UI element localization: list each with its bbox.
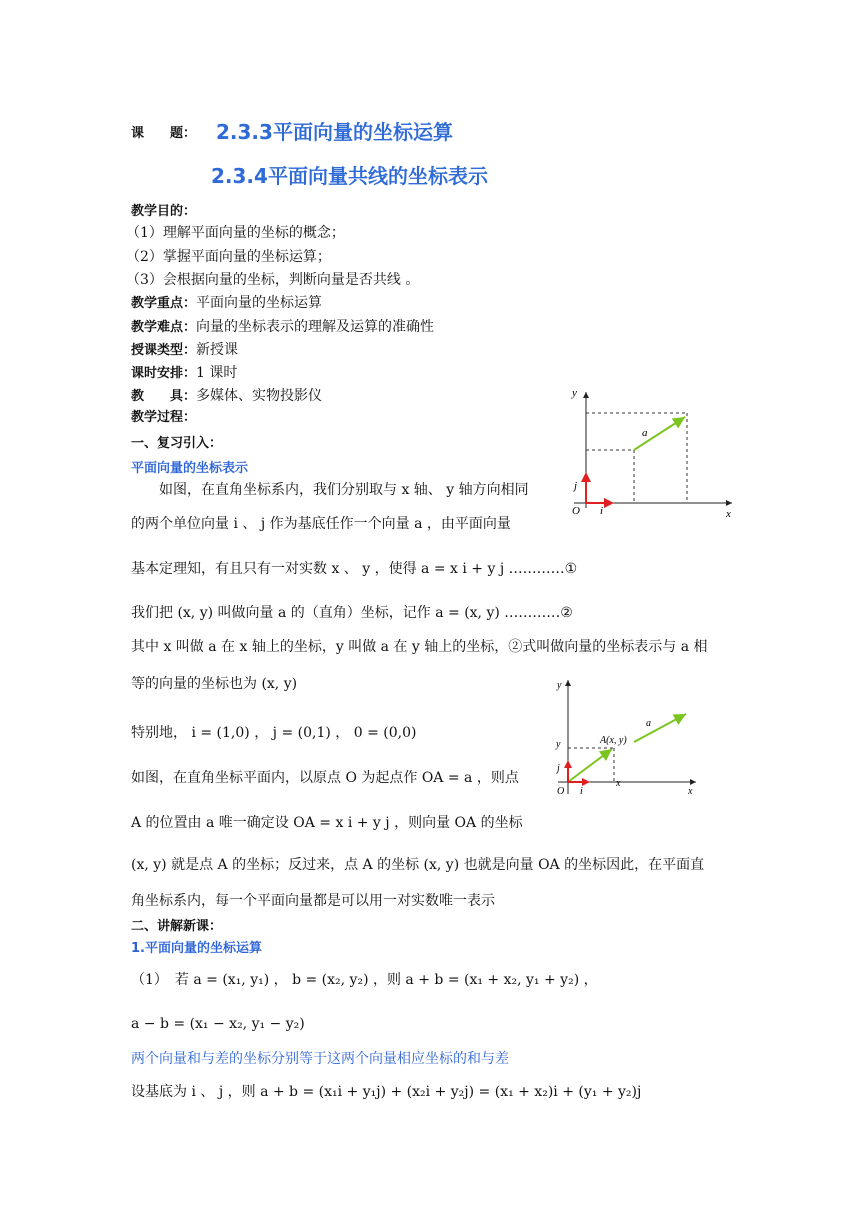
- vector-oa: [568, 749, 612, 782]
- para-3: 基本定理知，有且只有一对实数 x 、 y ，使得 a = x i + y j …………①: [131, 561, 578, 577]
- i-label: i: [600, 505, 604, 517]
- title-233: 2.3.3平面向量的坐标运算: [216, 120, 453, 144]
- schedule: 课时安排：1 课时: [131, 365, 238, 381]
- x-label: x: [726, 508, 731, 520]
- goals-heading: 教学目的：: [131, 204, 197, 219]
- section2-heading: 二、讲解新课：: [131, 919, 223, 934]
- point-a-label: A(x, y): [600, 735, 627, 746]
- section2-subheading: 1.平面向量的坐标运算: [131, 941, 262, 956]
- para-1: 如图，在直角坐标系内，我们分别取与 x 轴、 y 轴方向相同: [131, 482, 529, 498]
- origin-label: O: [572, 505, 580, 517]
- arrowhead-icon: [582, 778, 590, 786]
- teaching-aids: 教 具：多媒体、实物投影仪: [131, 388, 323, 404]
- para-2: 的两个单位向量 i 、 j 作为基底任作一个向量 a ，由平面向量: [131, 516, 511, 532]
- goal-item-3: （3）会根据向量的坐标，判断向量是否共线 。: [126, 272, 420, 288]
- coordinate-figure-1: [560, 380, 740, 520]
- arrowhead-icon: [564, 760, 572, 768]
- para-9: A 的位置由 a 唯一确定设 OA = x i + y j ，则向量 OA 的坐标: [131, 815, 523, 831]
- formula-1: （1） 若 a = (x₁, y₁) ， b = (x₂, y₂) ，则 a + b = (x₁ + x₂, y₁ + y₂) ，: [131, 972, 598, 988]
- j-label: j: [557, 763, 560, 774]
- para-4: 我们把 (x, y) 叫做向量 a 的（直角）坐标，记作 a = (x, y) …………②: [131, 605, 573, 621]
- arrowhead-icon: [604, 498, 614, 508]
- vector-a: [634, 714, 686, 742]
- y-label: y: [572, 387, 577, 399]
- difficulty: 教学难点：向量的坐标表示的理解及运算的准确性: [131, 319, 435, 335]
- y-label: y: [557, 680, 562, 691]
- title-234: 2.3.4平面向量共线的坐标表示: [211, 164, 488, 188]
- arrowhead-icon: [581, 472, 591, 482]
- key-points: 教学重点：平面向量的坐标运算: [131, 295, 323, 311]
- a-label: a: [642, 427, 648, 439]
- i-label: i: [580, 786, 583, 797]
- section1-heading: 一、复习引入：: [131, 436, 223, 451]
- para-6: 等的向量的坐标也为 (x, y): [131, 676, 298, 692]
- coordinate-figure-2: [548, 676, 708, 800]
- sum-diff-note: 两个向量和与差的坐标分别等于这两个向量相应坐标的和与差: [131, 1051, 509, 1067]
- goal-item-2: （2）掌握平面向量的坐标运算；: [126, 249, 331, 265]
- para-10: (x, y) 就是点 A 的坐标；反过来，点 A 的坐标 (x, y) 也就是向量 OA 的坐标因此，在平面直: [131, 857, 705, 873]
- process-heading: 教学过程：: [131, 410, 197, 425]
- a-label: a: [646, 718, 651, 729]
- section1-subheading: 平面向量的坐标表示: [131, 461, 249, 476]
- j-label: j: [574, 480, 578, 492]
- para-11: 角坐标系内，每一个平面向量都是可以用一对实数唯一表示: [131, 893, 495, 909]
- topic-label: 课 题：: [131, 126, 197, 141]
- formula-2: a − b = (x₁ − x₂, y₁ − y₂): [131, 1016, 305, 1032]
- goal-item-1: （1）理解平面向量的坐标的概念；: [126, 225, 345, 241]
- para-7: 特别地， i = (1,0) ， j = (0,1) ， 0 = (0,0): [131, 725, 417, 741]
- para-5: 其中 x 叫做 a 在 x 轴上的坐标，y 叫做 a 在 y 轴上的坐标，②式叫做向量的坐标表示与 a 相: [131, 639, 708, 655]
- x-tick-label: x: [616, 778, 621, 789]
- class-type: 授课类型：新授课: [131, 342, 239, 358]
- para-8: 如图，在直角坐标平面内，以原点 O 为起点作 OA = a ，则点: [131, 770, 519, 786]
- x-label: x: [688, 786, 693, 797]
- y-tick-label: y: [556, 739, 561, 750]
- formula-3: 设基底为 i 、 j ，则 a + b = (x₁i + y₁j) + (x₂i + y₂j) = (x₁ + x₂)i + (y₁ + y₂)j: [131, 1084, 642, 1100]
- origin-label: O: [557, 786, 565, 797]
